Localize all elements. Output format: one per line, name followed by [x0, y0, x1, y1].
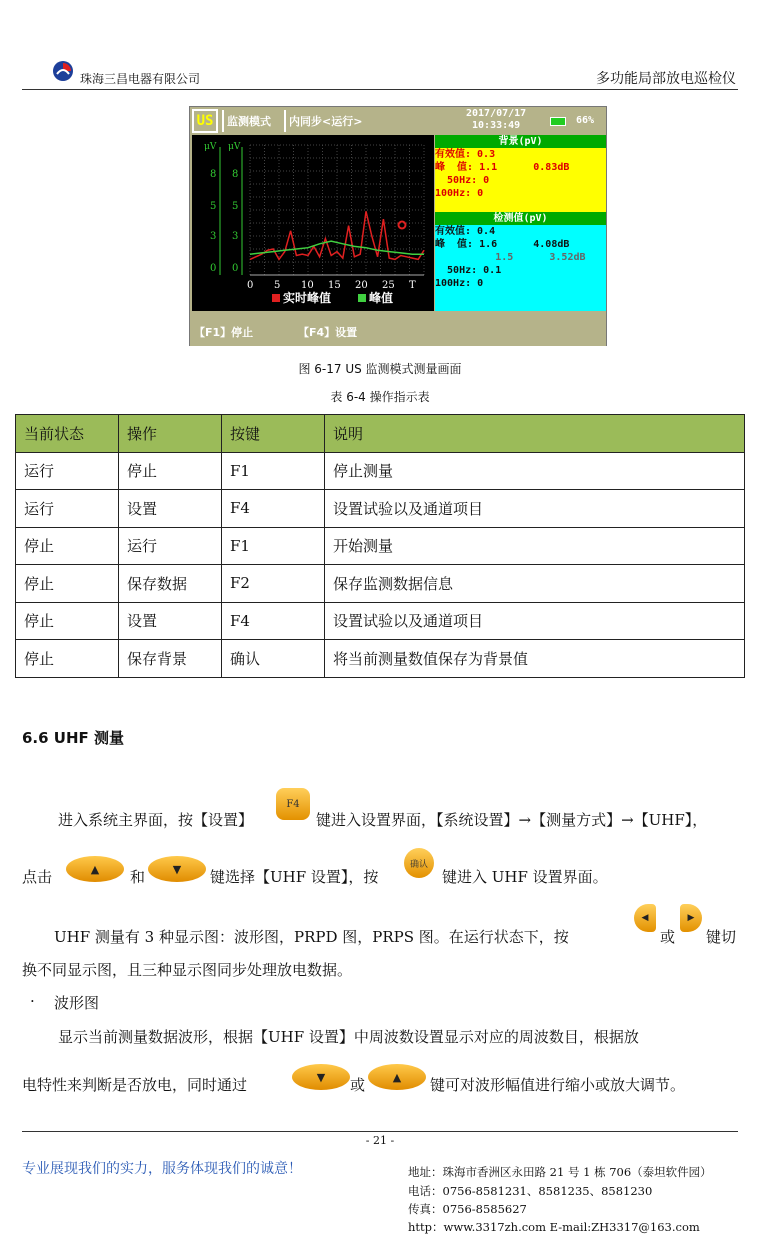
paragraph-4: 换不同显示图，且三种显示图同步处理放电数据。 — [22, 961, 353, 979]
up-key-icon: ▲ — [66, 856, 124, 882]
x-tick-label: T — [409, 280, 416, 291]
paragraph-6c: 键可对波形幅值进行缩小或放大调节。 — [430, 1076, 686, 1094]
x-tick-label: 5 — [274, 280, 281, 291]
table-cell: F2 — [222, 565, 325, 603]
header-rule — [22, 89, 738, 90]
f4-key-label: F4 — [286, 798, 300, 810]
y-tick-label-right: 5 — [232, 201, 239, 212]
paragraph-6a: 电特性来判断是否放电，同时通过 — [22, 1076, 248, 1094]
table-cell: 设置试验以及通道项目 — [325, 490, 745, 528]
bullet-dot: · — [30, 992, 35, 1010]
waveform-chart — [192, 135, 434, 311]
legend-realtime: 实时峰值 — [283, 291, 332, 305]
paragraph-1b: 键进入设置界面，【系统设置】→【测量方式】→【UHF】， — [316, 811, 708, 829]
x-tick-label: 25 — [382, 280, 395, 291]
x-tick-label: 20 — [355, 280, 368, 291]
x-tick-label: 10 — [301, 280, 314, 291]
table-cell: 确认 — [222, 640, 325, 678]
table-cell: 停止 — [16, 527, 119, 565]
legend-swatch-peak — [358, 294, 366, 302]
footer-phone: 电话：0756-8581231、8581235、8581230 — [408, 1184, 653, 1198]
det-100hz: 100Hz: 0 — [435, 278, 484, 289]
table-cell: 保存监测数据信息 — [325, 565, 745, 603]
y-tick-label-right: 3 — [232, 231, 239, 242]
paragraph-2c: 键选择【UHF 设置】，按 — [210, 868, 379, 886]
confirm-key-label: 确认 — [409, 859, 428, 870]
det-50hz: 50Hz: 0.1 — [435, 265, 502, 276]
product-name: 多功能局部放电巡检仪 — [596, 71, 736, 87]
col-header: 说明 — [325, 415, 745, 453]
table-header-row — [16, 415, 745, 453]
battery-icon — [550, 117, 566, 126]
bullet-waveform: 波形图 — [54, 994, 100, 1012]
section-title: 6.6 UHF 测量 — [22, 729, 124, 747]
device-bottombar — [190, 312, 606, 346]
company-logo — [52, 60, 74, 82]
det-peak-2: 1.5 3.52dB — [435, 252, 586, 263]
bg-rms: 有效值: 0.3 — [435, 149, 496, 160]
table-cell: F4 — [222, 602, 325, 640]
footer-fax: 传真：0756-8585627 — [408, 1202, 527, 1216]
table-cell: F4 — [222, 490, 325, 528]
paragraph-3c: 键切 — [706, 928, 737, 946]
down-key-icon-2: ▼ — [292, 1064, 350, 1090]
table-cell: 停止 — [16, 640, 119, 678]
table-cell: 停止 — [16, 602, 119, 640]
detection-values — [435, 225, 606, 311]
y-tick-label: 0 — [210, 263, 217, 274]
date-text: 2017/07/17 — [466, 108, 527, 119]
table-cell: 运行 — [16, 452, 119, 490]
figure-caption: 图 6-17 US 监测模式测量画面 — [298, 362, 462, 376]
time-text: 10:33:49 — [472, 120, 521, 131]
battery-percent: 66% — [576, 115, 595, 126]
det-rms: 有效值: 0.4 — [435, 226, 496, 237]
y-tick-label: 3 — [210, 231, 217, 242]
table-row — [16, 640, 745, 678]
table-row — [16, 565, 745, 603]
readout-panel — [435, 135, 606, 311]
col-header: 当前状态 — [16, 415, 119, 453]
datetime — [466, 108, 526, 132]
y-tick-label: 5 — [210, 201, 217, 212]
table-row — [16, 490, 745, 528]
paragraph-1a: 进入系统主界面，按【设置】 — [58, 811, 254, 829]
legend-peak: 峰值 — [369, 291, 394, 305]
table-cell: 运行 — [119, 527, 222, 565]
table-cell: 设置 — [119, 490, 222, 528]
footer-web: http：www.3317zh.com E-mail:ZH3317@163.com — [408, 1220, 700, 1234]
det-peak: 峰 值: 1.6 4.08dB — [435, 239, 570, 250]
table-row — [16, 452, 745, 490]
table-row — [16, 527, 745, 565]
f1-stop-key[interactable]: 【F1】停止 — [194, 326, 254, 339]
paragraph-6b: 或 — [350, 1076, 366, 1094]
bg-50hz: 50Hz: 0 — [435, 175, 490, 186]
device-screen — [189, 106, 607, 346]
footer-address: 地址：珠海市香洲区永田路 21 号 1 栋 706（泰坦软件园） — [408, 1165, 712, 1179]
table-cell: 停止 — [16, 565, 119, 603]
paragraph-5: 显示当前测量数据波形，根据【UHF 设置】中周波数设置显示对应的周波数目，根据放 — [58, 1028, 639, 1046]
legend-swatch-realtime — [272, 294, 280, 302]
confirm-key-icon — [404, 848, 434, 878]
down-key-icon: ▼ — [148, 856, 206, 882]
background-title: 背景(pV) — [435, 135, 606, 148]
x-tick-label: 15 — [328, 280, 341, 291]
detection-title: 检测值(pV) — [435, 212, 606, 225]
table-cell: F1 — [222, 452, 325, 490]
table-cell: 停止测量 — [325, 452, 745, 490]
page-number: - 21 - — [365, 1134, 395, 1147]
f4-settings-key[interactable]: 【F4】设置 — [298, 326, 358, 339]
table-cell: 将当前测量数值保存为背景值 — [325, 640, 745, 678]
operation-table — [15, 414, 745, 678]
background-values — [435, 148, 606, 212]
paragraph-2b: 和 — [130, 868, 146, 886]
y-unit-right: μV — [228, 142, 241, 152]
col-header: 按键 — [222, 415, 325, 453]
table-cell: 设置 — [119, 602, 222, 640]
x-tick-label: 0 — [247, 280, 254, 291]
right-key-icon: ▶ — [680, 904, 702, 932]
table-cell: 保存数据 — [119, 565, 222, 603]
y-unit-left: μV — [204, 142, 217, 152]
bg-100hz: 100Hz: 0 — [435, 188, 484, 199]
table-cell: 设置试验以及通道项目 — [325, 602, 745, 640]
bg-peak: 峰 值: 1.1 0.83dB — [435, 162, 570, 173]
table-caption: 表 6-4 操作指示表 — [330, 390, 430, 404]
paragraph-2a: 点击 — [22, 868, 53, 886]
up-key-icon-2: ▲ — [368, 1064, 426, 1090]
table-cell: 停止 — [119, 452, 222, 490]
table-cell: F1 — [222, 527, 325, 565]
paragraph-3b: 或 — [660, 928, 676, 946]
company-name: 珠海三昌电器有限公司 — [80, 72, 201, 86]
footer-rule — [22, 1131, 738, 1132]
tab-monitor-mode: 监测模式 — [222, 110, 274, 132]
col-header: 操作 — [119, 415, 222, 453]
table-cell: 开始测量 — [325, 527, 745, 565]
y-tick-label: 8 — [210, 169, 217, 180]
table-row — [16, 602, 745, 640]
chart-ticks — [204, 142, 416, 291]
marker-circle — [399, 222, 406, 229]
paragraph-3a: UHF 测量有 3 种显示图：波形图，PRPD 图，PRPS 图。在运行状态下，按 — [54, 928, 569, 946]
y-tick-label-right: 0 — [232, 263, 239, 274]
table-cell: 保存背景 — [119, 640, 222, 678]
left-key-icon: ◀ — [634, 904, 656, 932]
footer-slogan: 专业展现我们的实力，服务体现我们的诚意！ — [22, 1161, 302, 1177]
f4-key-icon — [276, 788, 310, 820]
table-cell: 运行 — [16, 490, 119, 528]
paragraph-2d: 键进入 UHF 设置界面。 — [442, 868, 608, 886]
y-tick-label-right: 8 — [232, 169, 239, 180]
mode-badge: US — [192, 109, 218, 133]
tab-sync-status: 内同步<运行> — [284, 110, 365, 132]
